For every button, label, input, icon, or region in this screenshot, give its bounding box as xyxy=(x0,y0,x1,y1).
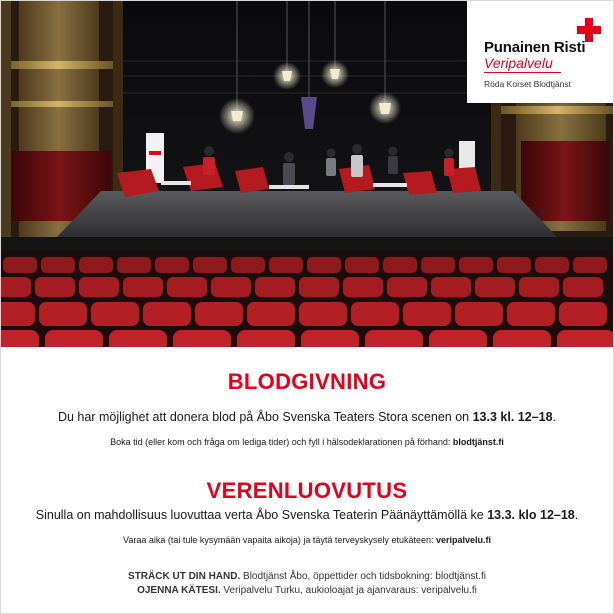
footer-finnish-slogan: OJENNA KÄTESI. xyxy=(137,585,221,596)
logo-subtitle: Veripalvelu xyxy=(484,55,553,71)
red-cross-logo xyxy=(467,1,613,103)
swedish-booking-text: Boka tid (eller kom och fråga om lediga tider) och fyll i hälsodeklarationen på förhand: xyxy=(110,437,453,447)
finnish-booking-text: Varaa aika (tai tule kysymään vapaita aikoja) ja täytä terveyskysely etukäteen: xyxy=(122,535,436,545)
swedish-body xyxy=(1,410,613,424)
footer-finnish xyxy=(1,585,613,596)
finnish-body-end: . xyxy=(574,508,579,522)
swedish-booking-link[interactable]: blodtjänst.fi xyxy=(452,437,504,447)
swedish-body-text: Du har möjlighet att donera blod på Åbo Svenska Teaters Stora scenen on xyxy=(57,410,473,424)
swedish-heading: BLODGIVNING xyxy=(227,369,387,394)
finnish-body-date: 13.3. klo 12–18 xyxy=(487,508,575,522)
swedish-booking-note xyxy=(1,437,613,447)
swedish-body-end: . xyxy=(552,410,557,424)
finnish-heading: VERENLUOVUTUS xyxy=(206,478,408,503)
finnish-booking-link[interactable]: veripalvelu.fi xyxy=(435,535,492,545)
footer-finnish-info: Veripalvelu Turku, aukioloajat ja ajanvaraus: veripalvelu.fi xyxy=(220,585,477,596)
logo-name: Punainen Risti xyxy=(484,39,586,56)
logo-divider xyxy=(484,72,561,73)
footer-swedish-slogan: STRÄCK UT DIN HAND. xyxy=(128,571,241,582)
footer-swedish xyxy=(1,571,613,582)
logo-tagline: Röda Korset Blodtjänst xyxy=(484,79,571,89)
footer-swedish-info: Blodtjänst Åbo, öppettider och tidsbokning: blodtjänst.fi xyxy=(240,571,486,582)
announcement-text xyxy=(1,347,613,613)
finnish-body xyxy=(1,508,613,522)
finnish-body-text: Sinulla on mahdollisuus luovuttaa verta Åbo Svenska Teaterin Päänäyttämöllä ke xyxy=(35,508,488,522)
swedish-body-date: 13.3 kl. 12–18 xyxy=(472,410,553,424)
finnish-booking-note xyxy=(1,535,613,545)
